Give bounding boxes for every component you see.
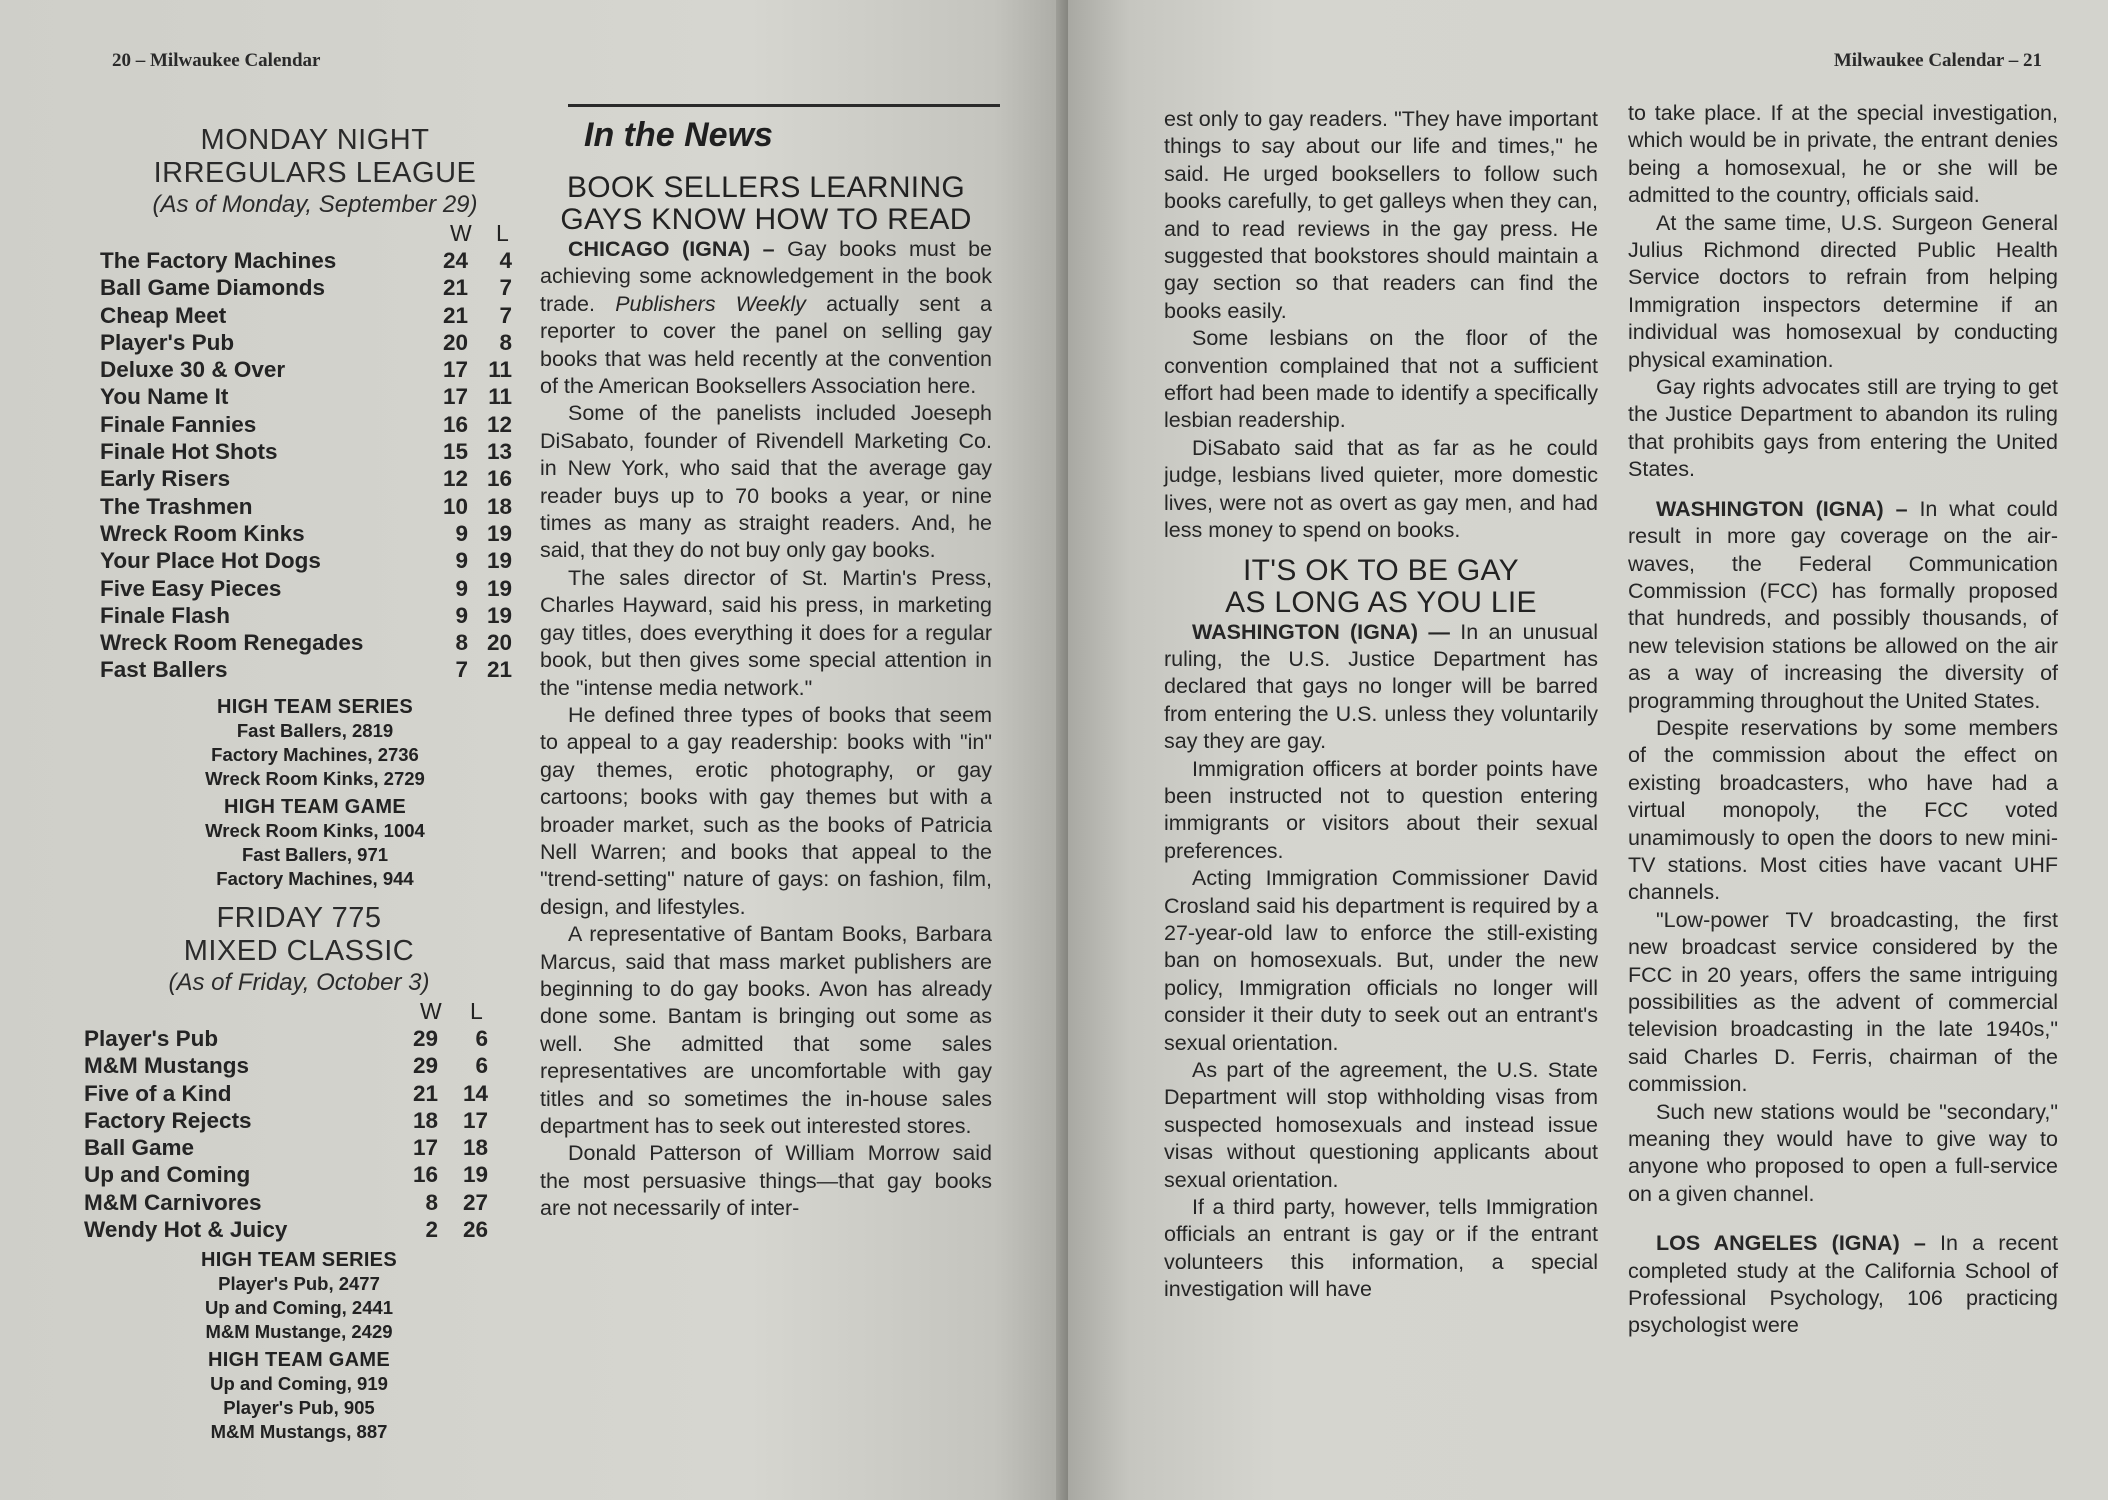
team-wins: 21 xyxy=(442,302,468,328)
team-losses: 18 xyxy=(462,1135,488,1161)
article-paragraph: DiSabato said that as far as he could judge, lesbians lived quieter, more domestic lives, were not as overt as gay men, and had less money to spend on books. xyxy=(1164,435,1598,543)
team-losses: 6 xyxy=(475,1053,488,1079)
team-losses: 8 xyxy=(499,329,512,355)
team-name: Player's Pub xyxy=(84,1026,219,1051)
series-entry: Player's Pub, 2477 xyxy=(218,1273,380,1295)
team-wins: 16 xyxy=(412,1162,438,1188)
team-name: Factory Rejects xyxy=(84,1107,252,1133)
news-column-right xyxy=(1628,100,2058,1340)
article-headline: AS LONG AS YOU LIE xyxy=(1225,585,1537,619)
high-team-series xyxy=(100,695,530,791)
high-team-game xyxy=(100,795,530,891)
team-losses: 19 xyxy=(486,575,512,601)
team-name: Fast Ballers xyxy=(100,657,228,683)
team-wins: 17 xyxy=(412,1135,438,1161)
team-wins: 20 xyxy=(442,329,468,355)
team-row xyxy=(84,1162,514,1189)
team-losses: 27 xyxy=(462,1189,488,1215)
article-paragraph: Immigration officers at border points have been instructed not to question entering immigrants or visitors about their sexual preferences. xyxy=(1164,756,1598,863)
team-wins: 9 xyxy=(455,575,468,601)
team-row xyxy=(84,1217,514,1244)
team-name: Wreck Room Kinks xyxy=(100,520,305,546)
team-name: Player's Pub xyxy=(100,329,235,355)
wins-header: W xyxy=(450,220,472,246)
team-losses: 21 xyxy=(486,657,512,683)
team-losses: 11 xyxy=(488,384,512,410)
section-rule xyxy=(568,104,1000,107)
standings-header xyxy=(84,998,514,1026)
team-wins: 15 xyxy=(442,439,468,465)
series-heading: HIGH TEAM SERIES xyxy=(217,695,413,718)
dateline: CHICAGO (IGNA) – xyxy=(568,237,775,261)
news-column-left xyxy=(540,172,992,1223)
team-losses: 11 xyxy=(488,357,512,383)
article-paragraph: The sales director of St. Martin's Press, Charles Hayward, said his press, in marketing gay titles, does everything it does for a regular book, but then gives some special attention in the "intense media network." xyxy=(540,565,992,700)
article-paragraph: est only to gay readers. "They have important things to say about our life and times," he said. He urged booksellers to follow such books carefully, to get galleys when they can, and to read reviews in the gay press. He suggested that bookstores should maintain a gay section so that readers can find the books easily. xyxy=(1164,107,1598,323)
team-losses: 18 xyxy=(486,493,512,519)
team-wins: 8 xyxy=(425,1189,438,1215)
team-wins: 29 xyxy=(412,1026,438,1051)
article-paragraph: LOS ANGELES (IGNA) – In a recent completed study at the California School of Professional Psychology, 106 practicing psychologist were xyxy=(1628,1231,2059,1338)
series-heading: HIGH TEAM SERIES xyxy=(201,1249,397,1272)
team-wins: 21 xyxy=(412,1080,438,1106)
running-head-left: 20 – Milwaukee Calendar xyxy=(112,50,321,71)
game-entry: Up and Coming, 919 xyxy=(210,1373,388,1395)
league-title: IRREGULARS LEAGUE xyxy=(153,157,477,189)
team-wins: 8 xyxy=(455,630,468,656)
team-row xyxy=(84,1190,514,1217)
team-name: The Factory Machines xyxy=(100,248,337,273)
team-row xyxy=(100,330,530,357)
team-wins: 18 xyxy=(412,1107,438,1133)
section-label: In the News xyxy=(584,116,773,154)
publication-title: Publishers Weekly xyxy=(615,291,806,316)
article-paragraph: CHICAGO (IGNA) – Gay books must be achieving some acknowledgement in the book trade. Publishers Weekly actually sent a reporter to cover the panel on selling gay books that was held recently at the convention of the American Booksellers Association here. xyxy=(540,237,992,399)
running-head-right: Milwaukee Calendar – 21 xyxy=(1833,50,2042,71)
team-wins: 12 xyxy=(442,466,468,492)
game-heading: HIGH TEAM GAME xyxy=(208,1349,390,1372)
series-entry: Factory Machines, 2736 xyxy=(211,743,419,765)
team-wins: 16 xyxy=(442,411,468,437)
team-row xyxy=(100,357,530,384)
news-column-middle xyxy=(1164,106,1598,1304)
article-headline: BOOK SELLERS LEARNING xyxy=(566,171,966,204)
team-row xyxy=(100,412,530,439)
team-losses: 4 xyxy=(499,248,512,273)
article-paragraph: Gay rights advocates still are trying to get the Justice Department to abandon its ruling that prohibits gays from entering the United States. xyxy=(1628,375,2058,482)
article-paragraph: Despite reservations by some members of the commission about the effect on existing broadcasters, who have had a virtual monopoly, the FCC voted unamimously to open the doors to new mini-TV stations. Most cities have vacant UHF channels. xyxy=(1628,715,2058,905)
team-name: You Name It xyxy=(100,384,229,410)
team-name: Finale Flash xyxy=(100,602,231,628)
article-paragraph: Such new stations would be "secondary," meaning they would have to give way to anyone who proposed to open a full-service on a given channel. xyxy=(1628,1099,2058,1206)
team-row xyxy=(100,303,530,330)
article-paragraph: Acting Immigration Commissioner David Crosland said his department is required by a 27-year-old law to enforce the still-existing ban on homosexuals. But, under the new policy, Immigration officials no longer will consider it their duty to seek out an entrant's sexual orientation. xyxy=(1164,866,1598,1055)
team-name: M&M Carnivores xyxy=(84,1189,262,1215)
team-name: Early Risers xyxy=(100,466,231,492)
standings-table xyxy=(100,248,530,685)
team-losses: 7 xyxy=(499,275,512,301)
team-row xyxy=(100,603,530,630)
article-paragraph: Some lesbians on the floor of the convention complained that not a sufficient effort had been made to identify a specifically lesbian readership. xyxy=(1164,326,1598,433)
team-row xyxy=(100,466,530,493)
game-entry: Fast Ballers, 971 xyxy=(241,843,389,865)
team-row xyxy=(84,1081,514,1108)
team-losses: 26 xyxy=(462,1217,488,1243)
article-paragraph: Some of the panelists included Joeseph DiSabato, founder of Rivendell Marketing Co. in New York, who said that the average gay reader buys up to 70 books a year, or nine times as many as straight readers. And, he said, that they do not buy only gay books. xyxy=(540,401,992,563)
team-wins: 9 xyxy=(455,602,468,628)
team-row xyxy=(84,1026,514,1053)
team-losses: 12 xyxy=(486,411,512,437)
team-row xyxy=(100,630,530,657)
dateline: WASHINGTON (IGNA) – xyxy=(1656,496,1908,521)
team-row xyxy=(84,1053,514,1080)
team-row xyxy=(100,494,530,521)
team-name: Finale Hot Shots xyxy=(100,439,278,465)
game-entry: Player's Pub, 905 xyxy=(223,1397,375,1419)
dateline: LOS ANGELES (IGNA) – xyxy=(1656,1231,1926,1256)
league-subtitle: (As of Monday, September 29) xyxy=(152,191,478,218)
team-row xyxy=(100,576,530,603)
team-name: Ball Game xyxy=(84,1135,195,1161)
league-title: FRIDAY 775 xyxy=(216,902,382,934)
high-team-game xyxy=(84,1348,514,1444)
team-losses: 20 xyxy=(486,630,512,656)
team-name: Wreck Room Renegades xyxy=(100,630,364,656)
team-losses: 6 xyxy=(475,1026,488,1051)
league-title: MONDAY NIGHT xyxy=(200,124,430,156)
series-entry: Fast Ballers, 2819 xyxy=(236,719,394,741)
article-paragraph: Donald Patterson of William Morrow said the most persuasive things—that gay books are not necessarily of inter- xyxy=(540,1141,992,1221)
article-paragraph: A representative of Bantam Books, Barbara Marcus, said that mass market publishers are beginning to do gay books. Avon has already done some. Bantam is bringing out some as well. She admitted that some sales representatives are uncomfortable with gay titles and so sometimes the in-house sales department has to seek out interested stores. xyxy=(540,922,992,1138)
team-row xyxy=(100,521,530,548)
team-row xyxy=(100,548,530,575)
article-paragraph: At the same time, U.S. Surgeon General Julius Richmond directed Public Health Service doctors to refrain from helping Immigration inspectors determine if an individual was homosexual by conducting physical examination. xyxy=(1628,210,2058,372)
standings-header xyxy=(100,220,530,248)
team-losses: 16 xyxy=(486,466,512,492)
team-row xyxy=(100,275,530,302)
team-wins: 29 xyxy=(412,1053,438,1079)
league-subtitle: (As of Friday, October 3) xyxy=(168,969,430,996)
team-wins: 9 xyxy=(455,520,468,546)
team-name: M&M Mustangs xyxy=(84,1053,249,1079)
article-headline: IT'S OK TO BE GAY xyxy=(1243,553,1519,587)
article-paragraph: He defined three types of books that seem to appeal to a gay readership: books with "in" gay themes, erotic photography, or gay cartoons; books with gay themes but with a broader market, such as the books of Patricia Nell Warren; and books that appeal to the "trend-setting" nature of gays: on fashion, film, design, and lifestyles. xyxy=(540,702,992,919)
article-paragraph: WASHINGTON (IGNA) — In an unusual ruling, the U.S. Justice Department has declared that gays no longer will be barred from entering the U.S. unless they voluntarily say they are gay. xyxy=(1164,619,1598,754)
team-losses: 17 xyxy=(462,1107,488,1133)
team-row xyxy=(100,384,530,411)
team-losses: 19 xyxy=(462,1162,488,1188)
team-wins: 2 xyxy=(425,1217,438,1243)
team-name: Finale Fannies xyxy=(100,411,257,437)
team-name: Cheap Meet xyxy=(100,302,227,328)
series-entry: M&M Mustange, 2429 xyxy=(205,1321,393,1343)
team-losses: 19 xyxy=(486,602,512,628)
team-name: Wendy Hot & Juicy xyxy=(84,1217,288,1243)
league-title: MIXED CLASSIC xyxy=(183,935,415,967)
series-entry: Up and Coming, 2441 xyxy=(204,1297,394,1319)
team-name: The Trashmen xyxy=(100,493,253,519)
team-wins: 17 xyxy=(442,357,468,383)
team-losses: 19 xyxy=(486,520,512,546)
team-wins: 10 xyxy=(442,493,468,519)
article-paragraph: to take place. If at the special investigation, which would be in private, the entrant denies being a homosexual, he or she will be admitted to the country, officials said. xyxy=(1628,101,2058,208)
team-losses: 13 xyxy=(486,439,512,465)
article-paragraph: If a third party, however, tells Immigration officials an entrant is gay or if the entrant volunteers this information, a special investigation will have xyxy=(1164,1195,1598,1302)
team-wins: 17 xyxy=(442,384,468,410)
team-name: Up and Coming xyxy=(84,1162,251,1188)
dateline: WASHINGTON (IGNA) — xyxy=(1192,619,1450,644)
team-wins: 7 xyxy=(455,657,468,683)
standings-table xyxy=(84,1026,514,1244)
right-page xyxy=(1068,0,2108,1500)
high-team-series xyxy=(84,1248,514,1344)
series-entry: Wreck Room Kinks, 2729 xyxy=(205,767,425,789)
wins-header: W xyxy=(420,998,442,1024)
game-heading: HIGH TEAM GAME xyxy=(224,795,406,818)
game-entry: Wreck Room Kinks, 1004 xyxy=(205,819,425,841)
team-losses: 19 xyxy=(486,548,512,574)
team-row xyxy=(84,1108,514,1135)
game-entry: M&M Mustangs, 887 xyxy=(210,1421,388,1443)
team-name: Deluxe 30 & Over xyxy=(100,357,286,383)
article-paragraph: "Low-power TV broadcasting, the first new broadcast service considered by the FCC in 20 years, offers the same intriguing possibilities as the advent of commercial television broadcasting in the late 1940s," said Charles D. Ferris, chairman of the commission. xyxy=(1628,907,2058,1097)
article-paragraph: As part of the agreement, the U.S. State Department will stop withholding visas from suspected homosexuals and instead issue visas without questioning applicants about sexual orientation. xyxy=(1164,1058,1598,1192)
team-losses: 14 xyxy=(462,1080,488,1106)
team-losses: 7 xyxy=(499,302,512,328)
team-row xyxy=(100,248,530,275)
game-entry: Factory Machines, 944 xyxy=(216,867,414,889)
league-monday-night xyxy=(100,124,530,891)
article-paragraph: WASHINGTON (IGNA) – In what could result in more gay coverage on the air-waves, the Federal Communication Commission (FCC) has formally proposed that hundreds, and possibly thousands, of new television stations be allowed on the air as a way of increasing the diversity of programming throughout the United States. xyxy=(1628,496,2058,713)
article-headline: GAYS KNOW HOW TO READ xyxy=(560,203,972,236)
team-row xyxy=(100,657,530,684)
team-name: Five Easy Pieces xyxy=(100,575,282,601)
team-wins: 9 xyxy=(455,548,468,574)
team-name: Your Place Hot Dogs xyxy=(100,548,321,574)
team-name: Ball Game Diamonds xyxy=(100,275,326,301)
team-wins: 24 xyxy=(442,248,468,273)
losses-header: L xyxy=(470,998,483,1024)
losses-header: L xyxy=(496,220,509,246)
league-friday-775 xyxy=(84,902,514,1444)
team-wins: 21 xyxy=(442,275,468,301)
team-row xyxy=(100,439,530,466)
team-row xyxy=(84,1135,514,1162)
team-name: Five of a Kind xyxy=(84,1080,232,1106)
